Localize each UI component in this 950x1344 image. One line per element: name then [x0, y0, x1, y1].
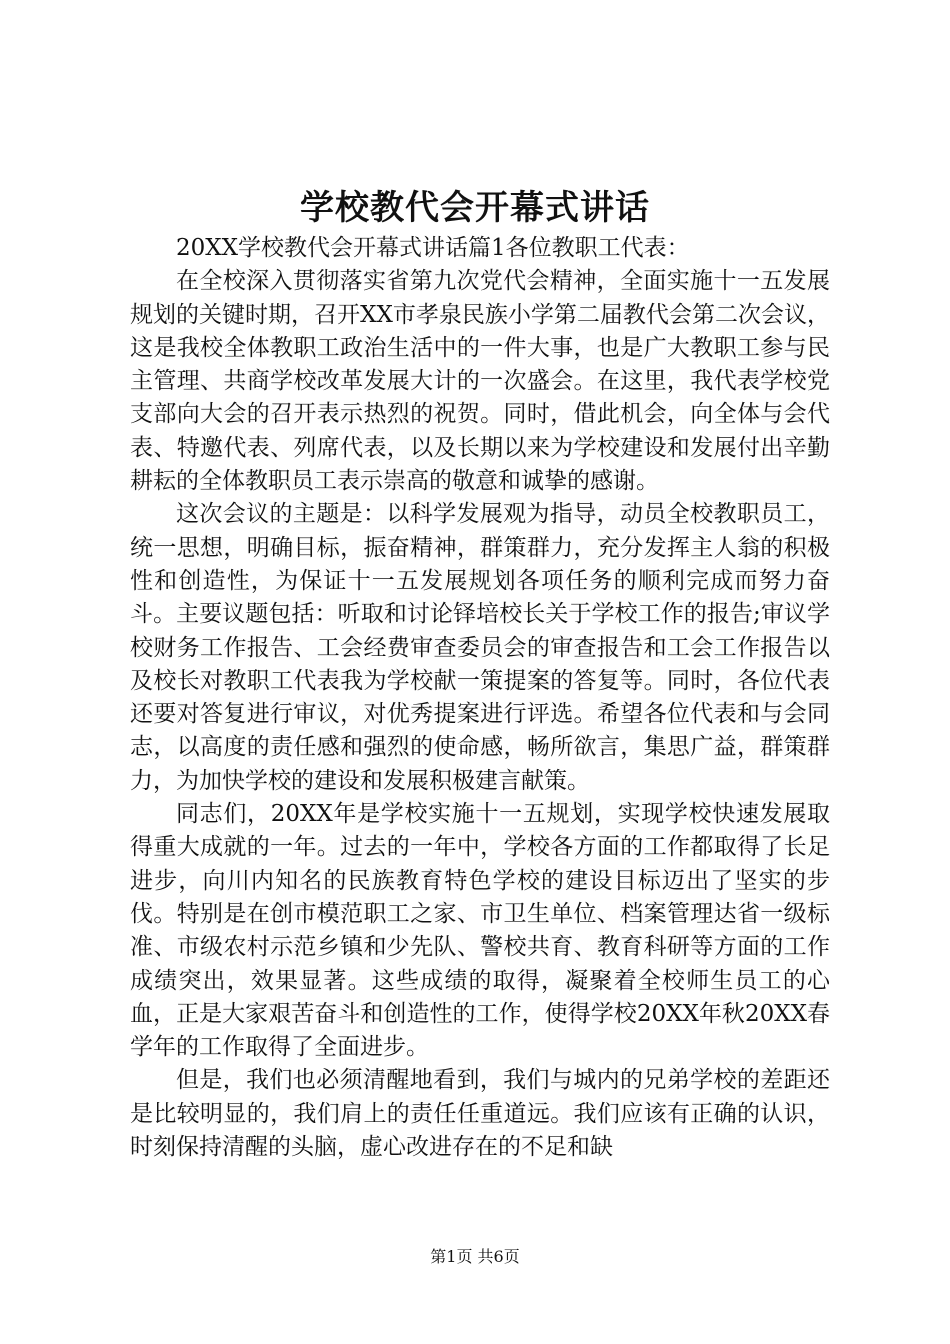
paragraph-1: 20XX学校教代会开幕式讲话篇1各位教职工代表：: [176, 235, 690, 261]
document-title: 学校教代会开幕式讲话: [300, 188, 650, 228]
paragraph-3: 这次会议的主题是：以科学发展观为指导，动员全校教职员工，统一思想，明确目标，振奋精神，群策群力，充分发挥主人翁的积极性和创造性，为保证十一五发展规划各项任务的顺利完成而努力奋斗。主要议题包括：听取和讨论铎培校长关于学校工作的报告;审议学校财务工作报告、工会经费审查委员会的审查报告和工会工作报告以及校长对教职工代表我为学校献一策提案的答复等。同时，各位代表还要对答复进行审议，对优秀提案进行评选。希望各位代表和与会同志，以高度的责任感和强烈的使命感，畅所欲言，集思广益，群策群力，为加快学校的建设和发展积极建言献策。: [130, 501, 830, 794]
paragraph-2: 在全校深入贯彻落实省第九次党代会精神，全面实施十一五发展规划的关键时期，召开XX市孝泉民族小学第二届教代会第二次会议，这是我校全体教职工政治生活中的一件大事，也是广大教职工参与民主管理、共商学校改革发展大计的一次盛会。在这里，我代表学校党支部向大会的召开表示热烈的祝贺。同时，借此机会，向全体与会代表、特邀代表、列席代表，以及长期以来为学校建设和发展付出辛勤耕耘的全体教职员工表示崇高的敬意和诚挚的感谢。: [130, 268, 830, 495]
document-body: [130, 232, 830, 1164]
paragraph-4: 同志们，20XX年是学校实施十一五规划，实现学校快速发展取得重大成就的一年。过去的一年中，学校各方面的工作都取得了长足进步，向川内知名的民族教育特色学校的建设目标迈出了坚实的步伐。特别是在创市模范职工之家、市卫生单位、档案管理达省一级标准、市级农村示范乡镇和少先队、警校共育、教育科研等方面的工作成绩突出，效果显著。这些成绩的取得，凝聚着全校师生员工的心血，正是大家艰苦奋斗和创造性的工作，使得学校20XX年秋20XX春学年的工作取得了全面进步。: [130, 801, 830, 1061]
paragraph-5: 但是，我们也必须清醒地看到，我们与城内的兄弟学校的差距还是比较明显的，我们肩上的责任任重道远。我们应该有正确的认识，时刻保持清醒的头脑，虚心改进存在的不足和缺: [130, 1067, 830, 1161]
page-number-footer: 第1页 共6页: [430, 1247, 520, 1266]
